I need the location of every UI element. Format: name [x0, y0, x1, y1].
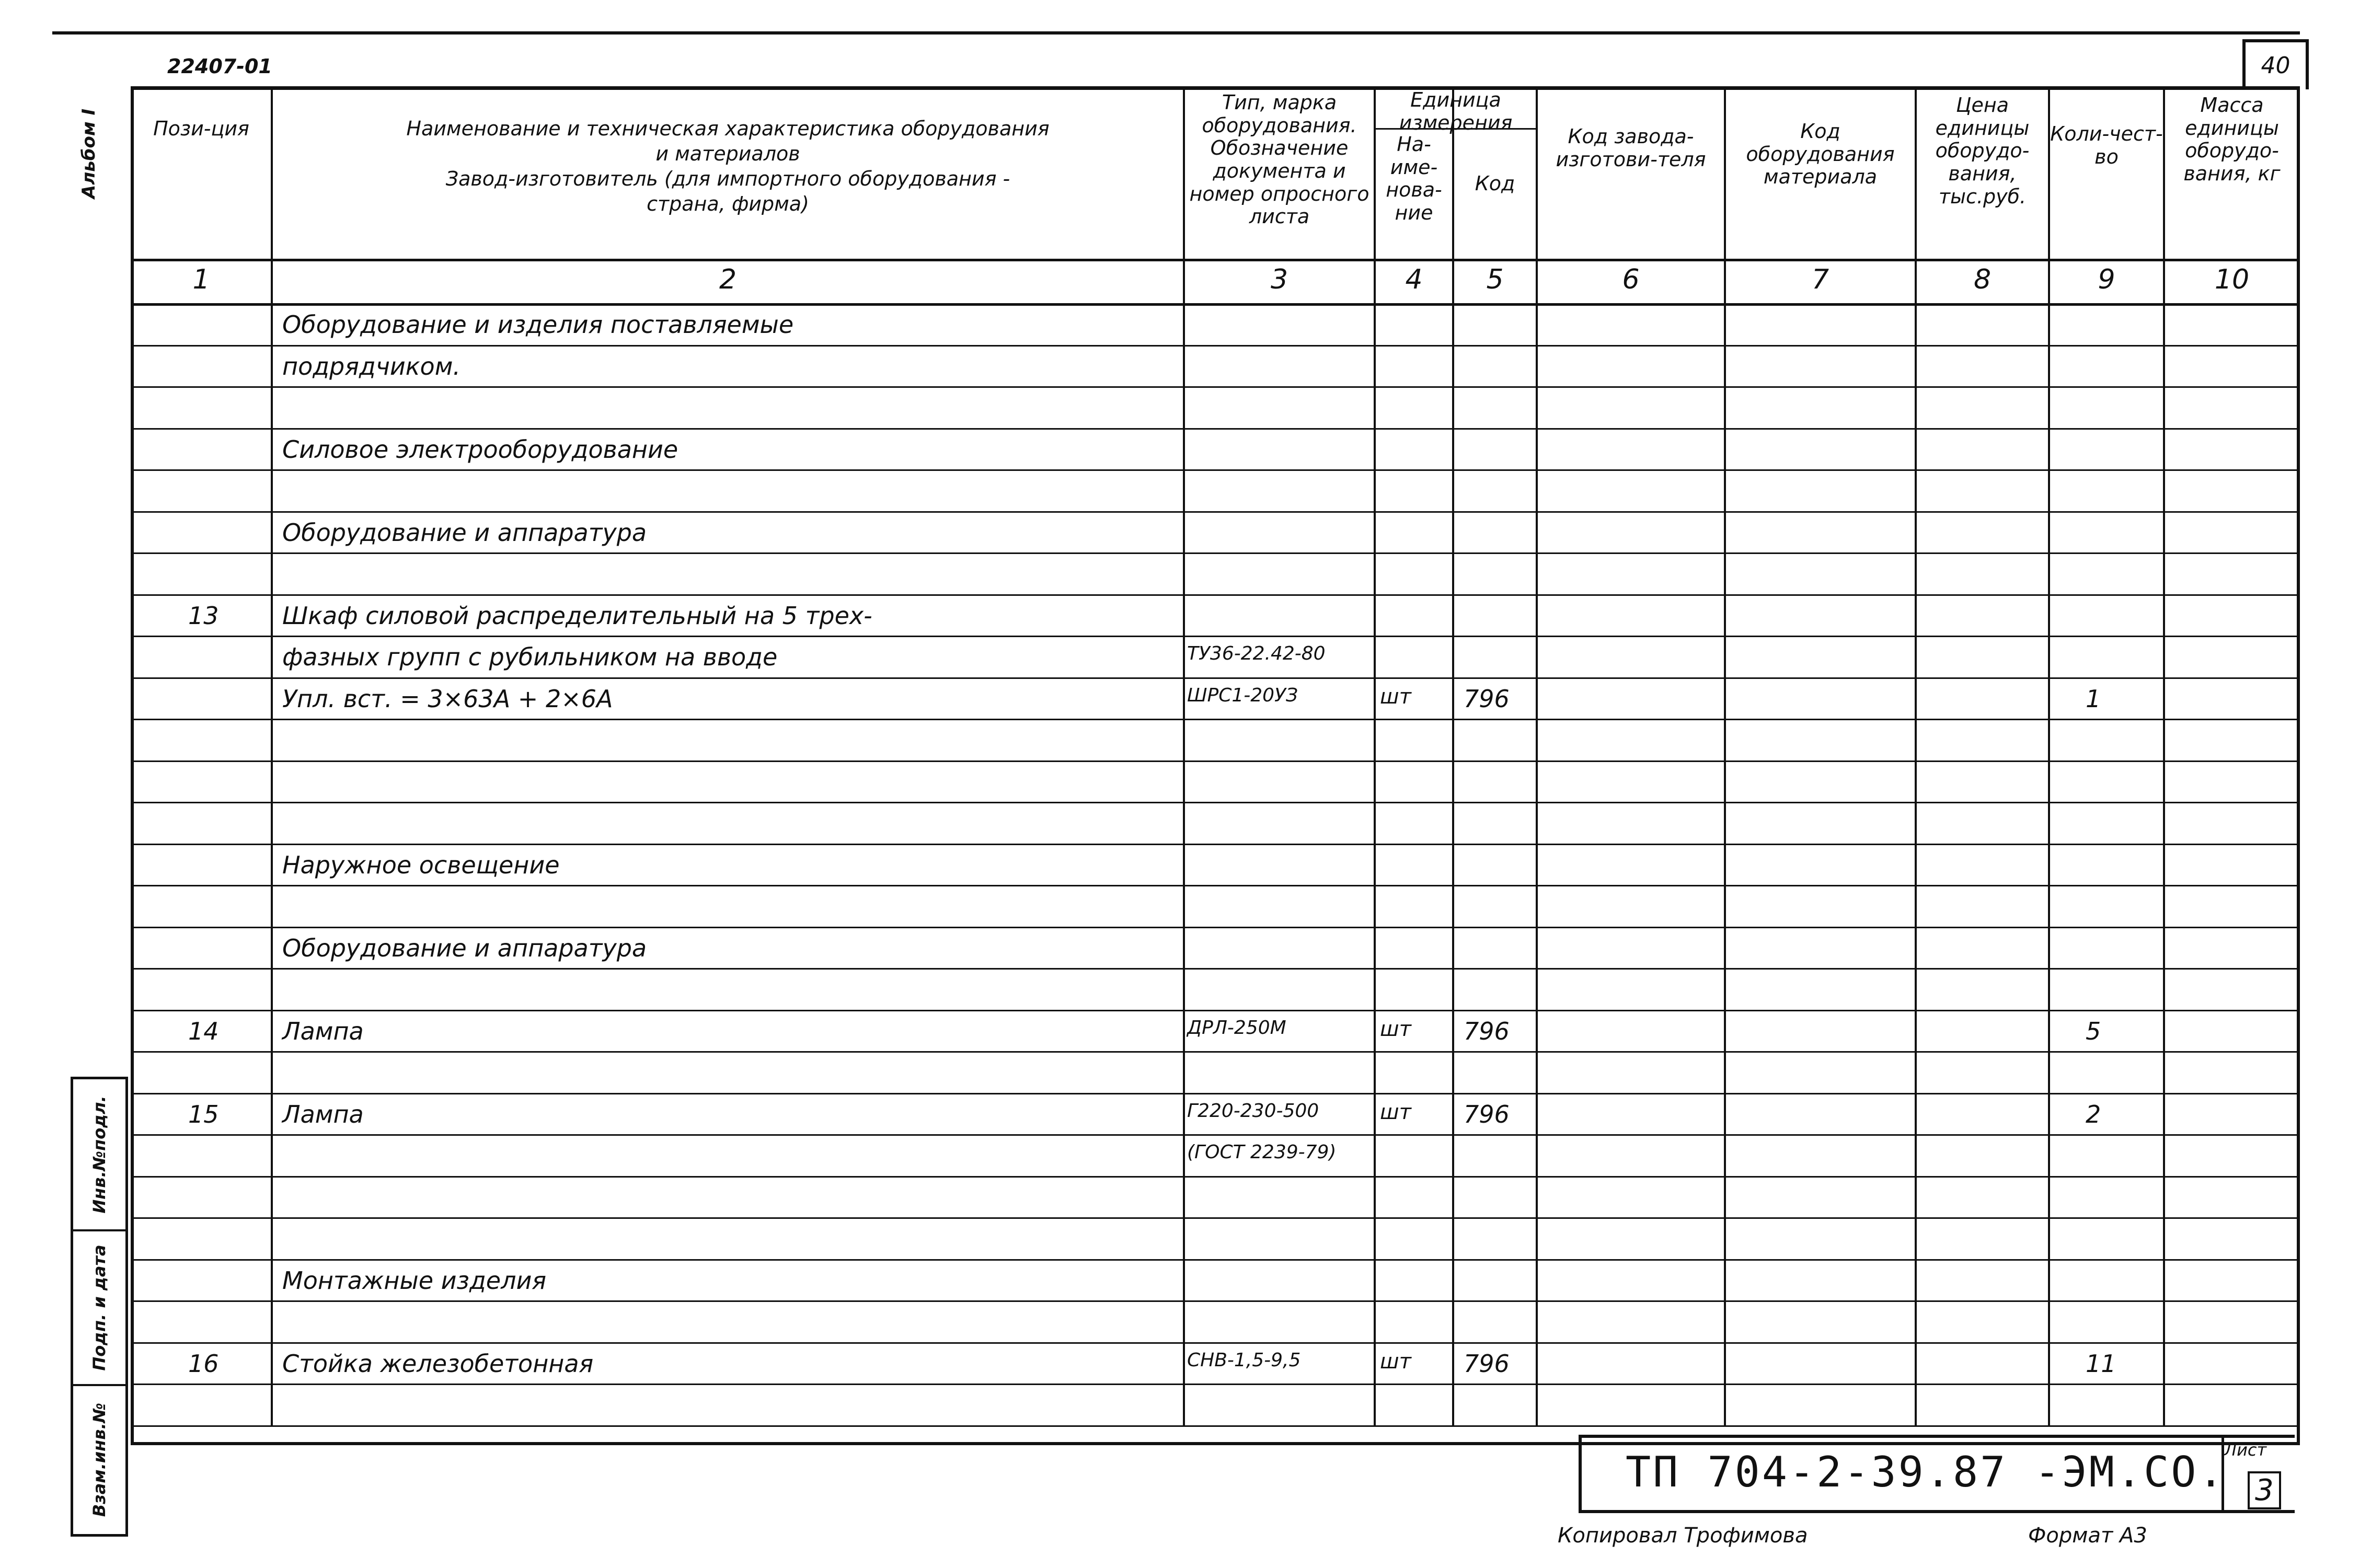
row-divider — [131, 719, 2300, 720]
header-type: Тип, марка оборудования. Обозначение документа и номер опросного листа — [1189, 91, 1369, 228]
header-unit-group: Единица измерения — [1399, 88, 1513, 134]
document-designation: ТП 704-2-39.87 -ЭМ.СО. — [1626, 1448, 2226, 1496]
row-divider — [131, 428, 2300, 430]
header-position: Пози-ция — [153, 117, 249, 140]
row-type: (ГОСТ 2239-79) — [1187, 1142, 1337, 1163]
row-position: 14 — [188, 1017, 219, 1045]
paper-format: Формат А3 — [2028, 1524, 2147, 1548]
row-divider — [131, 636, 2300, 637]
header-maker-code: Код завода-изготови-теля — [1556, 125, 1706, 171]
row-name: Монтажные изделия — [282, 1266, 547, 1295]
header-name-line: страна, фирма) — [647, 192, 809, 215]
column-number: 3 — [1270, 264, 1288, 295]
row-quantity: 1 — [2086, 684, 2101, 713]
row-position: 13 — [188, 601, 219, 630]
row-name: Наружное освещение — [282, 850, 560, 879]
row-divider — [131, 386, 2300, 388]
row-name: фазных групп с рубильником на вводе — [282, 643, 778, 671]
sheet-number: 40 — [2242, 39, 2309, 89]
row-unit-code: 796 — [1464, 1100, 1510, 1128]
row-divider — [131, 802, 2300, 803]
row-divider — [131, 885, 2300, 886]
column-number-rule — [131, 303, 2300, 306]
row-divider — [131, 927, 2300, 928]
row-unit: шт — [1380, 1017, 1411, 1041]
column-number: 6 — [1622, 264, 1640, 295]
row-type: ДРЛ-250М — [1187, 1017, 1286, 1039]
column-number: 7 — [1811, 264, 1829, 295]
row-divider — [131, 968, 2300, 970]
column-number: 2 — [719, 264, 737, 295]
row-quantity: 11 — [2086, 1349, 2116, 1378]
row-divider — [131, 844, 2300, 845]
row-unit-code: 796 — [1464, 684, 1510, 713]
row-name: подрядчиком. — [282, 352, 461, 381]
row-name: Оборудование и аппаратура — [282, 933, 647, 962]
row-divider — [131, 1217, 2300, 1219]
row-divider — [131, 1176, 2300, 1178]
copied-by: Копировал Трофимова — [1558, 1524, 1808, 1548]
header-price: Цена единицы оборудо-вания, тыс.руб. — [1935, 94, 2030, 208]
row-unit: шт — [1380, 684, 1411, 709]
row-type: Г220-230-500 — [1187, 1100, 1319, 1122]
row-divider — [131, 594, 2300, 596]
row-quantity: 2 — [2086, 1100, 2101, 1128]
column-number: 10 — [2214, 264, 2250, 295]
row-name: Упл. вст. = 3×63А + 2×6А — [282, 684, 613, 713]
row-name: Оборудование и изделия поставляемые — [282, 310, 794, 339]
row-name: Шкаф силовой распределительный на 5 трех- — [282, 601, 872, 630]
row-divider — [131, 1134, 2300, 1136]
header-name-line: Наименование и техническая характеристика оборудования — [406, 117, 1050, 140]
left-stamp-strip — [71, 1077, 128, 1537]
column-number: 1 — [192, 264, 210, 295]
header-name-line: Завод-изготовитель (для импортного оборудования - — [445, 167, 1010, 190]
row-unit: шт — [1380, 1100, 1411, 1124]
row-type: ШРС1-20УЗ — [1187, 684, 1298, 706]
row-quantity: 5 — [2086, 1017, 2101, 1045]
column-number: 5 — [1486, 264, 1504, 295]
row-divider — [131, 1300, 2300, 1302]
stamp-label-replace: Взам.инв.№ — [89, 1403, 109, 1517]
row-name: Стойка железобетонная — [282, 1349, 594, 1378]
row-name: Оборудование и аппаратура — [282, 518, 647, 547]
row-name: Лампа — [282, 1100, 364, 1128]
row-divider — [131, 1051, 2300, 1053]
row-divider — [131, 1010, 2300, 1011]
column-number: 8 — [1973, 264, 1992, 295]
row-divider — [131, 345, 2300, 347]
row-divider — [131, 469, 2300, 471]
header-unit-name: На-име-нова-ние — [1386, 133, 1442, 225]
row-position: 15 — [188, 1100, 219, 1128]
stamp-label-sign: Подп. и дата — [89, 1244, 109, 1371]
row-unit-code: 796 — [1464, 1349, 1510, 1378]
row-position: 16 — [188, 1349, 219, 1378]
top-code: 22407-01 — [167, 55, 272, 78]
header-name-line: и материалов — [655, 142, 800, 165]
header-quantity: Коли-чест-во — [2050, 122, 2163, 168]
sheet-label: Лист — [2224, 1440, 2267, 1460]
row-unit: шт — [1380, 1349, 1411, 1374]
column-number: 4 — [1405, 264, 1423, 295]
album-label: Альбом I — [78, 108, 99, 199]
header-bottom-rule — [131, 259, 2300, 261]
row-divider — [131, 511, 2300, 513]
row-type: ТУ36-22.42-80 — [1187, 643, 1326, 664]
column-number: 9 — [2098, 264, 2115, 295]
sheet-value: 3 — [2248, 1471, 2281, 1509]
header-mass: Масса единицы оборудо-вания, кг — [2183, 94, 2281, 186]
row-divider — [131, 677, 2300, 679]
header-unit-code: Код — [1475, 172, 1515, 195]
row-divider — [131, 760, 2300, 762]
row-divider — [131, 552, 2300, 554]
top-rule — [52, 31, 2300, 34]
header-equipment-code: Код оборудования материала — [1746, 120, 1895, 189]
row-type: СНВ-1,5-9,5 — [1187, 1349, 1301, 1371]
row-unit-code: 796 — [1464, 1017, 1510, 1045]
row-divider — [131, 1383, 2300, 1385]
row-divider — [131, 1425, 2300, 1427]
row-divider — [131, 1259, 2300, 1261]
row-name: Силовое электрооборудование — [282, 435, 678, 464]
stamp-label-inv: Инв.№подл. — [89, 1095, 109, 1214]
row-name: Лампа — [282, 1017, 364, 1045]
row-divider — [131, 1342, 2300, 1344]
row-divider — [131, 1093, 2300, 1094]
